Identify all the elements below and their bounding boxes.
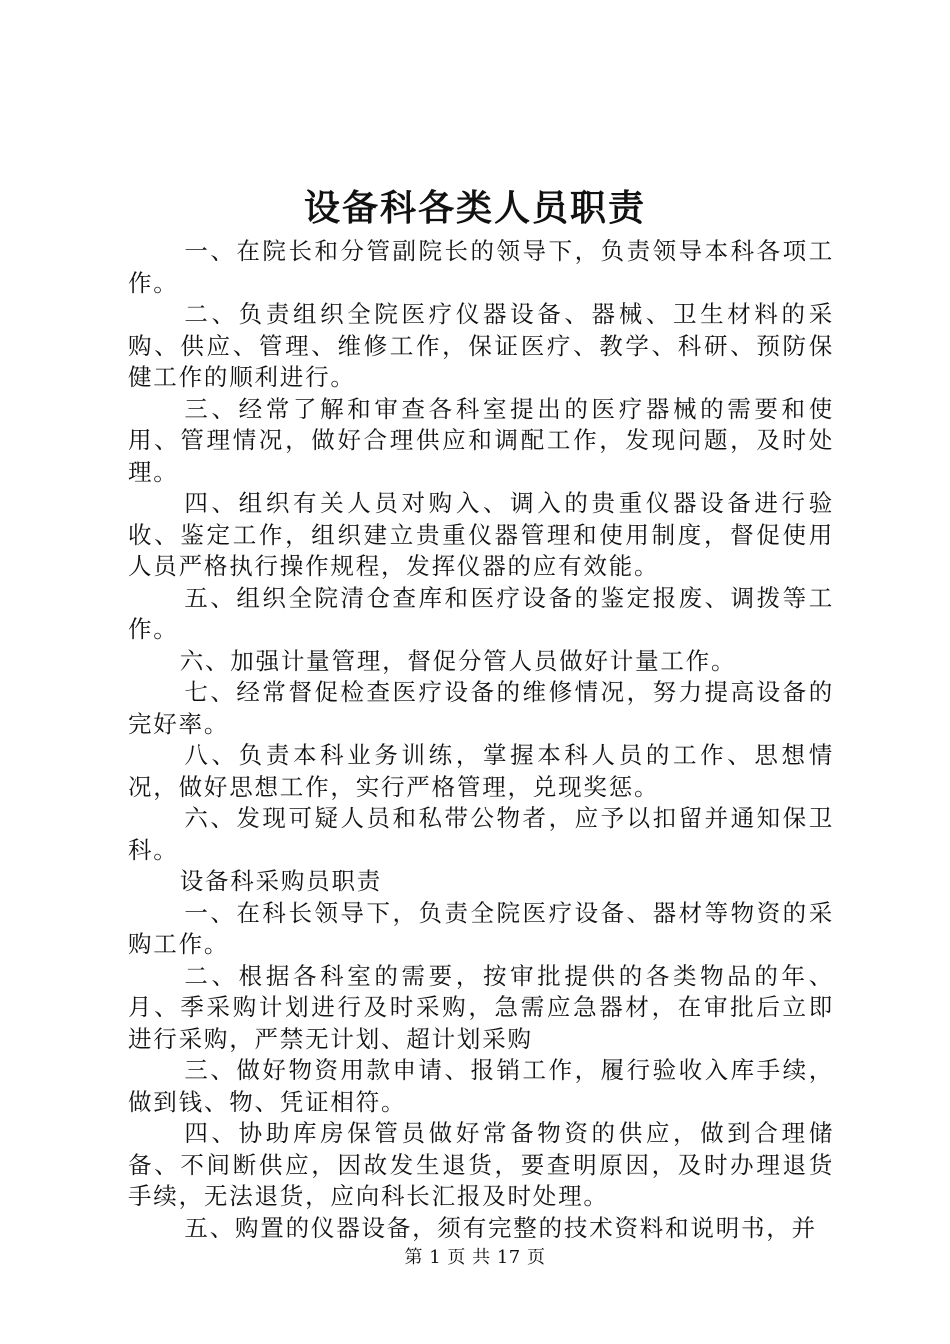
paragraph: 一、在科长领导下，负责全院医疗设备、器材等物资的采购工作。 bbox=[128, 898, 834, 958]
section-heading: 设备科采购员职责 bbox=[179, 867, 383, 895]
paragraph: 五、购置的仪器设备，须有完整的技术资料和说明书，并 bbox=[184, 1213, 817, 1242]
page-number-footer: 第 1 页 共 17 页 bbox=[404, 1247, 546, 1268]
paragraph: 六、加强计量管理，督促分管人员做好计量工作。 bbox=[179, 646, 737, 675]
paragraph: 三、经常了解和审查各科室提出的医疗器械的需要和使用、管理情况，做好合理供应和调配工作，发现问题，及时处理。 bbox=[128, 394, 834, 486]
paragraph: 六、发现可疑人员和私带公物者，应予以扣留并通知保卫科。 bbox=[128, 804, 834, 864]
paragraph: 四、组织有关人员对购入、调入的贵重仪器设备进行验收、鉴定工作，组织建立贵重仪器管理和使用制度，督促使用人员严格执行操作规程，发挥仪器的应有效能。 bbox=[128, 489, 834, 580]
paragraph: 一、在院长和分管副院长的领导下，负责领导本科各项工作。 bbox=[128, 237, 834, 297]
paragraph: 二、负责组织全院医疗仪器设备、器械、卫生材料的采购、供应、管理、维修工作，保证医疗、教学、科研、预防保健工作的顺利进行。 bbox=[128, 300, 834, 391]
paragraph: 八、负责本科业务训练，掌握本科人员的工作、思想情况，做好思想工作，实行严格管理，兑现奖惩。 bbox=[128, 741, 834, 801]
paragraph: 四、协助库房保管员做好常备物资的供应，做到合理储备、不间断供应，因故发生退货，要查明原因，及时办理退货手续，无法退货，应向科长汇报及时处理。 bbox=[128, 1119, 834, 1210]
paragraph: 三、做好物资用款申请、报销工作，履行验收入库手续，做到钱、物、凭证相符。 bbox=[128, 1056, 834, 1116]
document-title: 设备科各类人员职责 bbox=[303, 187, 646, 229]
document-body bbox=[128, 236, 834, 1244]
paragraph: 二、根据各科室的需要，按审批提供的各类物品的年、月、季采购计划进行及时采购，急需应急器材，在审批后立即进行采购，严禁无计划、超计划采购 bbox=[128, 961, 834, 1053]
paragraph: 五、组织全院清仓查库和医疗设备的鉴定报废、调拨等工作。 bbox=[128, 583, 834, 643]
paragraph: 七、经常督促检查医疗设备的维修情况，努力提高设备的完好率。 bbox=[128, 678, 834, 738]
